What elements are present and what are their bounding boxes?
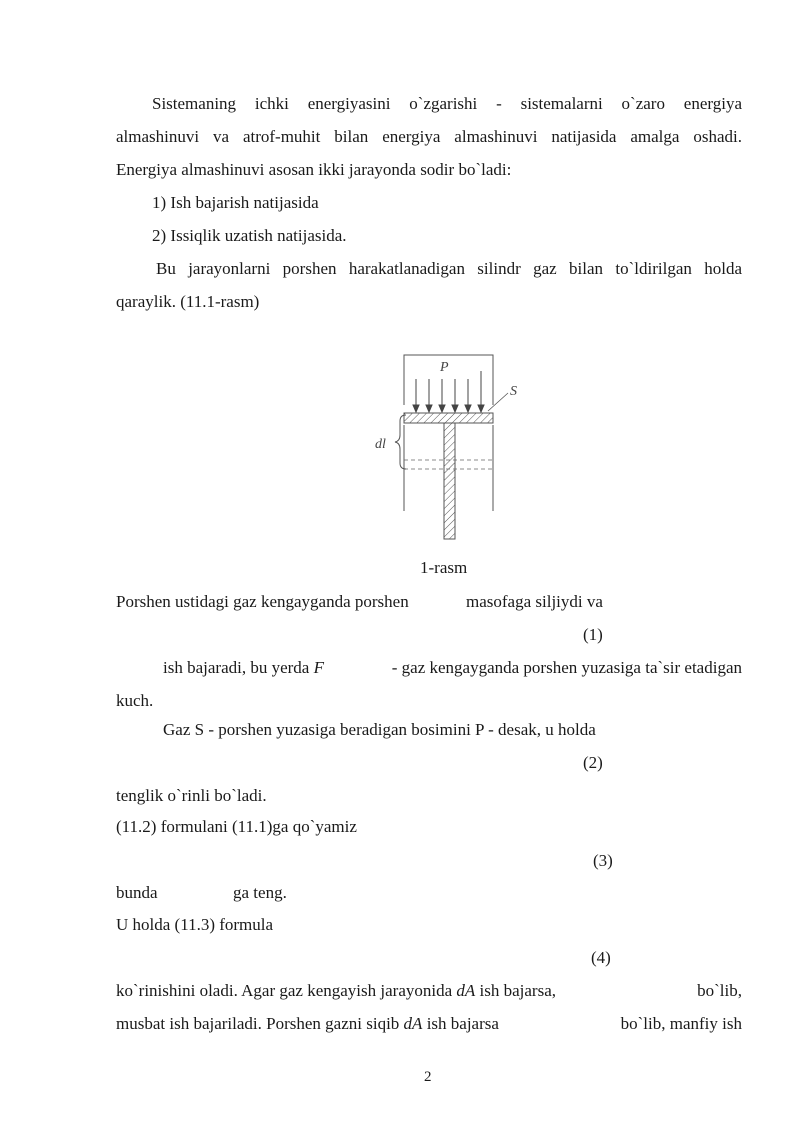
force-arrows	[413, 371, 484, 412]
body-line-4: Gaz S - porshen yuzasiga beradigan bosimini P - desak, u holda	[163, 720, 596, 739]
paragraph-1-line-2: almashinuvi va atrof-muhit bilan energiya almashinuvi natijasida amalga oshadi.	[116, 127, 742, 146]
force-label: P	[440, 360, 449, 375]
paragraph-2-line-1: Bu jarayonlarni porshen harakatlanadigan silindr gaz bilan to`ldirilgan holda	[156, 259, 742, 278]
body-line-10-end: bo`lib, manfiy ish	[620, 1014, 742, 1033]
body-line-7a: bunda	[116, 883, 158, 902]
body-line-3: kuch.	[116, 691, 154, 710]
body-line-6: (11.2) formulani (11.1)ga qo`yamiz	[116, 817, 357, 836]
list-item-1: 1) Ish bajarish natijasida	[152, 193, 319, 212]
paragraph-1-line-3: Energiya almashinuvi asosan ikki jarayonda sodir bo`ladi:	[116, 160, 512, 179]
paragraph-2-line-2: qaraylik. (11.1-rasm)	[116, 292, 260, 311]
force-variable: F	[313, 658, 324, 677]
paragraph-1-line-1: Sistemaning ichki energiyasini o`zgarishi - sistemalarni o`zaro energiya	[152, 94, 742, 113]
piston	[404, 413, 493, 423]
figure-caption: 1-rasm	[420, 558, 468, 577]
body-line-10	[116, 1014, 742, 1034]
body-line-9-start: ko`rinishini oladi. Agar gaz kengayish jarayonida dA ish bajarsa,	[116, 981, 557, 1000]
page-number: 2	[424, 1069, 432, 1085]
equation-number-3: (3)	[593, 851, 613, 870]
body-line-7b: ga teng.	[233, 883, 287, 902]
area-leader-line	[488, 393, 508, 411]
piston-rod	[444, 423, 455, 539]
displacement-label: dl	[375, 437, 386, 452]
work-variable-2: dA	[403, 1014, 423, 1033]
equation-number-2: (2)	[583, 753, 603, 772]
body-line-9-end: bo`lib,	[697, 981, 742, 1000]
equation-number-1: (1)	[583, 625, 603, 644]
body-line-1b: masofaga siljiydi va	[466, 592, 603, 611]
piston-cylinder-figure	[360, 345, 530, 545]
body-line-1a: Porshen ustidagi gaz kengayganda porshen	[116, 592, 409, 611]
body-line-5: tenglik o`rinli bo`ladi.	[116, 786, 267, 805]
body-line-2-end: - gaz kengayganda porshen yuzasiga ta`sir etadigan	[391, 658, 742, 677]
work-variable: dA	[456, 981, 476, 1000]
list-item-2: 2) Issiqlik uzatish natijasida.	[152, 226, 347, 245]
body-line-2	[163, 658, 742, 678]
body-line-8: U holda (11.3) formula	[116, 915, 274, 934]
body-line-2-start: ish bajaradi, bu yerda F	[163, 658, 324, 677]
body-line-10-start: musbat ish bajariladi. Porshen gazni siqib dA ish bajarsa	[116, 1014, 499, 1033]
body-line-9	[116, 981, 742, 1001]
equation-number-4: (4)	[591, 948, 611, 967]
area-label: S	[510, 384, 517, 399]
